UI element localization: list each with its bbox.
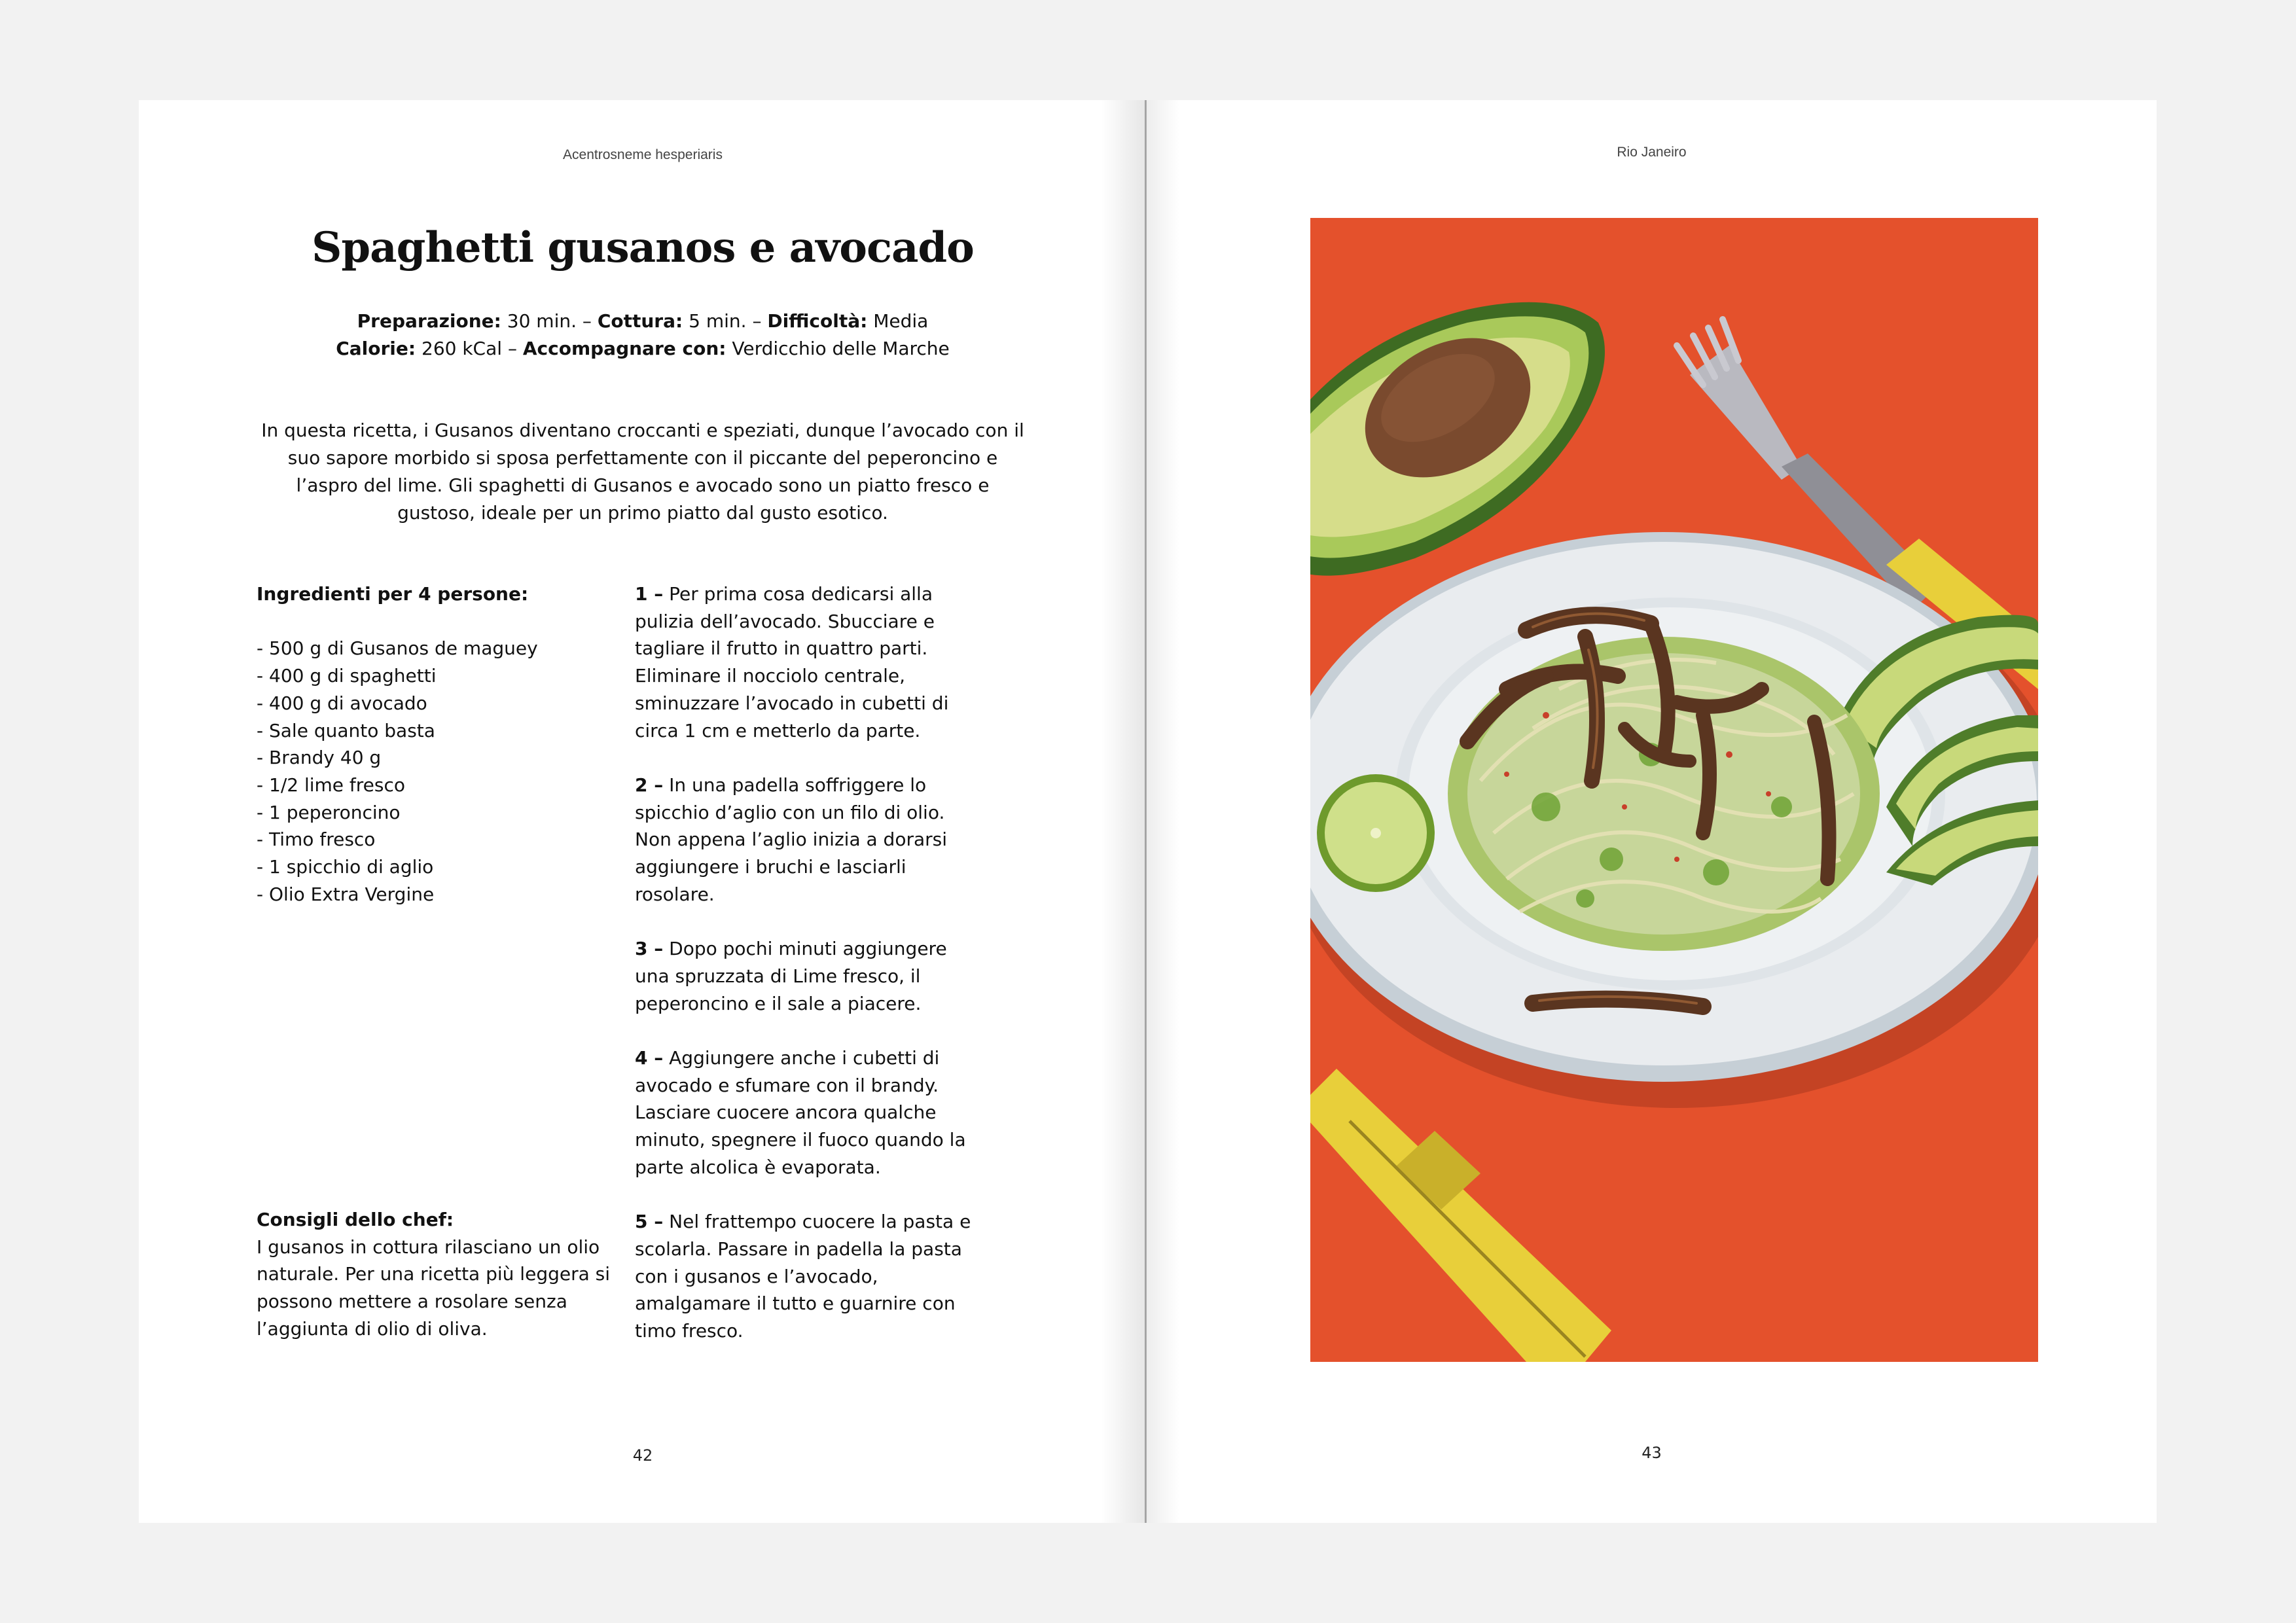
ingredient-item: - Timo fresco [257,829,376,851]
ingredient-item: - 1 peperoncino [257,801,401,823]
meta-line-2 [139,335,1147,363]
step-1 [635,580,982,744]
ingredient-item: - 1/2 lime fresco [257,774,406,796]
step-text: Dopo pochi minuti aggiungere una spruzzata di Lime fresco, il peperoncino e il sale a piacere. [635,938,947,1014]
recipe-title: Spaghetti gusanos e avocado [312,223,974,272]
recipe-meta [139,308,1147,363]
meta-separator: – [582,310,592,332]
pairing-label: Accompagnare con: [522,338,726,359]
prep-label: Preparazione: [357,310,501,332]
page-number-left: 42 [632,1446,653,1465]
meta-line-1 [139,308,1147,335]
pairing-value: Verdicchio delle Marche [732,338,950,359]
calories-value: 260 kCal [422,338,503,359]
page-number-right: 43 [1641,1444,1662,1462]
step-4 [635,1044,982,1181]
step-number: 5 – [635,1211,664,1233]
step-text: Nel frattempo cuocere la pasta e scolarla. Passare in padella la pasta con i gusanos e l’avocado, amalgamare il tutto e guarnire con timo fresco. [635,1211,971,1342]
chef-tips-heading: Consigli dello chef: [257,1209,454,1230]
ingredient-item: - 400 g di avocado [257,692,427,714]
difficulty-value: Media [873,310,929,332]
step-number: 3 – [635,938,664,960]
step-text: In una padella soffriggere lo spicchio d’aglio con un filo di olio. Non appena l’aglio inizia a dorarsi aggiungere i bruchi e lasciarli rosolare. [635,774,948,905]
ingredients-list [257,635,623,908]
dish-illustration [1310,218,2038,1362]
left-page [139,100,1147,1523]
ingredient-item: - Brandy 40 g [257,747,382,769]
lime-slice [1317,774,1435,892]
ingredient-item: - 500 g di Gusanos de maguey [257,637,538,660]
step-text: Per prima cosa dedicarsi alla pulizia dell’avocado. Sbucciare e tagliare il frutto in quattro parti. Eliminare il nocciolo centrale, sminuzzare l’avocado in cubetti di circa 1 cm e metterlo da parte. [635,583,949,741]
right-page [1147,100,2157,1523]
cook-value: 5 min. [689,310,747,332]
step-2 [635,772,982,908]
cook-label: Cottura: [597,310,683,332]
step-number: 4 – [635,1046,664,1069]
ingredients-heading: Ingredienti per 4 persone: [257,583,529,605]
meta-separator: – [507,338,517,359]
step-3 [635,935,982,1017]
ingredient-item: - 1 spicchio di aglio [257,856,434,878]
dish-photo [1310,218,2038,1362]
step-text: Aggiungere anche i cubetti di avocado e sfumare con il brandy. Lasciare cuocere ancora qualche minuto, spegnere il fuoco quando la parte alcolica è evaporata. [635,1046,966,1178]
step-number: 2 – [635,774,664,796]
step-number: 1 – [635,583,664,605]
ingredients-column [257,580,623,908]
calories-label: Calorie: [336,338,416,359]
difficulty-label: Difficoltà: [767,310,868,332]
ingredient-item: - 400 g di spaghetti [257,665,437,687]
prep-value: 30 min. [507,310,577,332]
running-head: Acentrosneme hesperiaris [563,147,723,162]
running-head: Rio Janeiro [1617,145,1687,160]
spine-shadow [1147,100,1179,1523]
recipe-intro: In questa ricetta, i Gusanos diventano croccanti e speziati, dunque l’avocado con il suo sapore morbido si sposa perfettamente con il piccante del peperoncino e l’aspro del lime. Gli spaghetti di Gusanos e avocado sono un piatto fresco e gustoso, ideale per un primo piatto dal gusto esotico. [261,419,1024,524]
ingredient-item: - Sale quanto basta [257,719,435,741]
chef-tips [257,1206,623,1343]
meta-separator: – [752,310,762,332]
step-5 [635,1208,982,1345]
steps-column [635,580,982,1372]
ingredient-item: - Olio Extra Vergine [257,883,435,905]
chef-tips-text: I gusanos in cottura rilasciano un olio naturale. Per una ricetta più leggera si possono mettere a rosolare senza l’aggiunta di olio di oliva. [257,1236,611,1340]
